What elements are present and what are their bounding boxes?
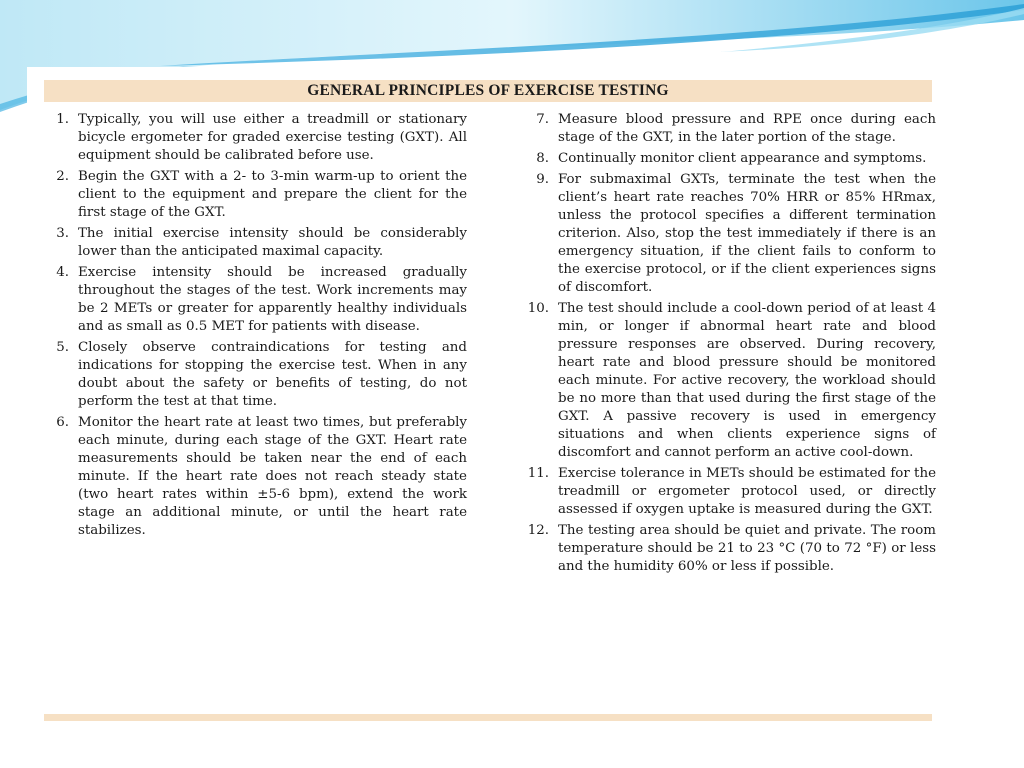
item-text: Closely observe contraindications for testing and indications for stopping the exercise test. When in any doubt about the safety or benefits of testing, do not perform the test at that time.	[78, 340, 467, 409]
item-number: 7.	[536, 112, 549, 127]
list-item	[54, 168, 467, 222]
list-item	[522, 522, 936, 576]
item-text: The test should include a cool-down period of at least 4 min, or longer if abnormal heart rate and blood pressure responses are observed. During recovery, heart rate and blood pressure should be monitored each minute. For active recovery, the workload should be no more than that used during the first stage of the GXT. A passive recovery is used in emergency situations and when clients experience signs of discomfort and cannot perform an active cool-down.	[558, 301, 936, 460]
list-item	[54, 264, 467, 336]
page-title: GENERAL PRINCIPLES OF EXERCISE TESTING	[307, 82, 669, 99]
list-item	[54, 414, 467, 540]
right-column	[522, 111, 936, 579]
item-number: 9.	[536, 172, 549, 187]
item-number: 4.	[56, 265, 69, 280]
title-bar	[44, 80, 932, 102]
item-number: 10.	[527, 301, 549, 316]
item-text: Begin the GXT with a 2- to 3-min warm-up to orient the client to the equipment and prepare the client for the first stage of the GXT.	[78, 169, 467, 220]
left-column	[54, 111, 467, 543]
item-number: 1.	[56, 112, 69, 127]
item-text: Exercise tolerance in METs should be estimated for the treadmill or ergometer protocol used, or directly assessed if oxygen uptake is measured during the GXT.	[558, 466, 936, 517]
item-text: For submaximal GXTs, terminate the test when the client’s heart rate reaches 70% HRR or 85% HRmax, unless the protocol specifies a different termination criterion. Also, stop the test immediately if there is an emergency situation, if the client fails to conform to the exercise protocol, or if the client experiences signs of discomfort.	[558, 172, 936, 295]
item-number: 2.	[56, 169, 69, 184]
item-number: 12.	[527, 523, 549, 538]
item-number: 5.	[56, 340, 69, 355]
item-number: 8.	[536, 151, 549, 166]
item-number: 11.	[527, 466, 549, 481]
item-text: The initial exercise intensity should be considerably lower than the anticipated maximal capacity.	[78, 226, 467, 259]
item-text: Measure blood pressure and RPE once during each stage of the GXT, in the later portion of the stage.	[558, 112, 936, 145]
list-item	[522, 150, 936, 168]
document-page	[27, 67, 959, 727]
list-item	[522, 465, 936, 519]
list-item	[54, 225, 467, 261]
list-item	[54, 111, 467, 165]
list-item	[522, 300, 936, 462]
item-text: The testing area should be quiet and private. The room temperature should be 21 to 23 °C (70 to 72 °F) or less and the humidity 60% or less if possible.	[558, 523, 936, 574]
list-item	[522, 111, 936, 147]
item-text: Monitor the heart rate at least two times, but preferably each minute, during each stage of the GXT. Heart rate measurements should be taken near the end of each minute. If the heart rate does not reach steady state (two heart rates within ±5-6 bpm), extend the work stage an additional minute, or until the heart rate stabilizes.	[78, 415, 467, 538]
list-item	[54, 339, 467, 411]
item-text: Continually monitor client appearance and symptoms.	[558, 151, 927, 166]
item-number: 6.	[56, 415, 69, 430]
item-number: 3.	[56, 226, 69, 241]
list-item	[522, 171, 936, 297]
bottom-rule	[44, 714, 932, 721]
item-text: Typically, you will use either a treadmill or stationary bicycle ergometer for graded exercise testing (GXT). All equipment should be calibrated before use.	[78, 112, 467, 163]
item-text: Exercise intensity should be increased gradually throughout the stages of the test. Work increments may be 2 METs or greater for apparently healthy individuals and as small as 0.5 MET for patients with disease.	[78, 265, 467, 334]
